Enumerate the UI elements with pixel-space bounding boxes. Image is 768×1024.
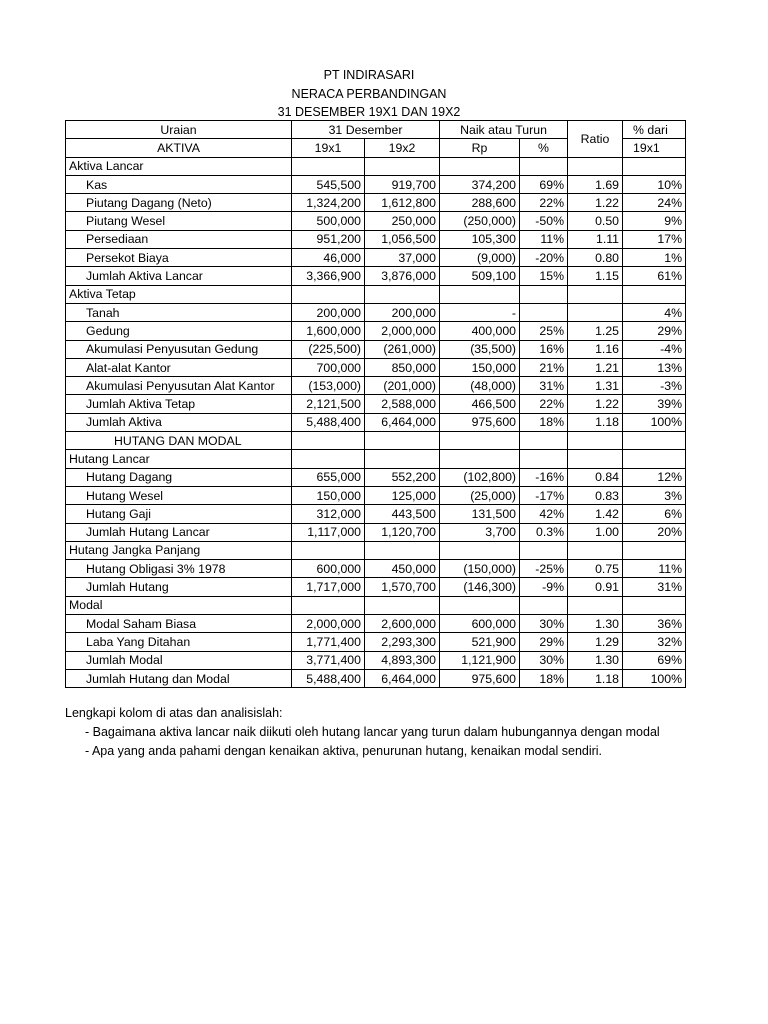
value-19x1-cell: 5,488,400 bbox=[292, 413, 365, 431]
value-19x2-cell: 1,570,700 bbox=[365, 578, 440, 596]
change-pct-cell: -17% bbox=[520, 486, 568, 504]
row-label: Modal bbox=[66, 596, 292, 614]
value-19x1-cell: 46,000 bbox=[292, 249, 365, 267]
instruction-bullet: - Apa yang anda pahami dengan kenaikan aktiva, penurunan hutang, kenaikan modal sendiri. bbox=[85, 744, 603, 758]
share-19x1-cell: 39% bbox=[623, 395, 686, 413]
value-19x1-cell: 1,324,200 bbox=[292, 194, 365, 212]
change-pct-cell: -25% bbox=[520, 560, 568, 578]
value-19x1-cell: 700,000 bbox=[292, 358, 365, 376]
value-19x1-cell: 3,771,400 bbox=[292, 651, 365, 669]
change-rp-cell: 3,700 bbox=[440, 523, 520, 541]
table-row bbox=[66, 505, 686, 523]
value-19x1-cell: 655,000 bbox=[292, 468, 365, 486]
value-19x2-cell: 1,120,700 bbox=[365, 523, 440, 541]
change-rp-cell: (9,000) bbox=[440, 249, 520, 267]
share-19x1-cell: 100% bbox=[623, 413, 686, 431]
ratio-cell: 1.15 bbox=[568, 267, 623, 285]
share-19x1-cell: -4% bbox=[623, 340, 686, 358]
change-rp-cell: 131,500 bbox=[440, 505, 520, 523]
table-row bbox=[66, 669, 686, 687]
value-19x1-cell: 2,000,000 bbox=[292, 615, 365, 633]
row-label: Laba Yang Ditahan bbox=[66, 633, 292, 651]
value-19x1-cell: 1,600,000 bbox=[292, 322, 365, 340]
change-pct-cell bbox=[520, 596, 568, 614]
share-19x1-cell: 17% bbox=[623, 230, 686, 248]
table-row bbox=[66, 358, 686, 376]
change-rp-cell: 521,900 bbox=[440, 633, 520, 651]
change-rp-cell: 374,200 bbox=[440, 175, 520, 193]
share-19x1-cell: 20% bbox=[623, 523, 686, 541]
table-row bbox=[66, 413, 686, 431]
header-19x2: 19x2 bbox=[365, 139, 440, 157]
ratio-cell bbox=[568, 541, 623, 559]
ratio-cell: 0.84 bbox=[568, 468, 623, 486]
change-pct-cell bbox=[520, 303, 568, 321]
change-rp-cell bbox=[440, 450, 520, 468]
row-label: Akumulasi Penyusutan Alat Kantor bbox=[66, 377, 292, 395]
table-row bbox=[66, 194, 686, 212]
value-19x1-cell: 500,000 bbox=[292, 212, 365, 230]
header-rp: Rp bbox=[440, 139, 520, 157]
value-19x1-cell: 5,488,400 bbox=[292, 669, 365, 687]
table-row bbox=[66, 651, 686, 669]
share-19x1-cell: 32% bbox=[623, 633, 686, 651]
table-row bbox=[66, 395, 686, 413]
ratio-cell bbox=[568, 157, 623, 175]
row-label: Jumlah Hutang Lancar bbox=[66, 523, 292, 541]
value-19x2-cell bbox=[365, 157, 440, 175]
change-pct-cell: -16% bbox=[520, 468, 568, 486]
row-label: Hutang Lancar bbox=[66, 450, 292, 468]
change-rp-cell: 975,600 bbox=[440, 669, 520, 687]
table-row bbox=[66, 285, 686, 303]
value-19x1-cell: (153,000) bbox=[292, 377, 365, 395]
table-row bbox=[66, 212, 686, 230]
balance-sheet-table bbox=[65, 120, 686, 688]
ratio-cell: 1.11 bbox=[568, 230, 623, 248]
change-rp-cell bbox=[440, 541, 520, 559]
value-19x2-cell: 37,000 bbox=[365, 249, 440, 267]
value-19x1-cell: 312,000 bbox=[292, 505, 365, 523]
value-19x2-cell: 200,000 bbox=[365, 303, 440, 321]
table-body bbox=[66, 157, 686, 688]
ratio-cell: 1.30 bbox=[568, 651, 623, 669]
change-rp-cell: 509,100 bbox=[440, 267, 520, 285]
table-row bbox=[66, 560, 686, 578]
ratio-cell bbox=[568, 596, 623, 614]
ratio-cell: 1.21 bbox=[568, 358, 623, 376]
value-19x1-cell: 150,000 bbox=[292, 486, 365, 504]
value-19x2-cell: 1,612,800 bbox=[365, 194, 440, 212]
table-row bbox=[66, 486, 686, 504]
change-rp-cell: 600,000 bbox=[440, 615, 520, 633]
row-label: Hutang Wesel bbox=[66, 486, 292, 504]
row-label: Piutang Dagang (Neto) bbox=[66, 194, 292, 212]
change-pct-cell: 0.3% bbox=[520, 523, 568, 541]
table-row bbox=[66, 633, 686, 651]
change-pct-cell: -50% bbox=[520, 212, 568, 230]
value-19x1-cell: 600,000 bbox=[292, 560, 365, 578]
value-19x1-cell: 545,500 bbox=[292, 175, 365, 193]
ratio-cell: 1.18 bbox=[568, 413, 623, 431]
row-label: Kas bbox=[66, 175, 292, 193]
change-rp-cell: (150,000) bbox=[440, 560, 520, 578]
share-19x1-cell bbox=[623, 596, 686, 614]
change-pct-cell: 15% bbox=[520, 267, 568, 285]
value-19x2-cell: 443,500 bbox=[365, 505, 440, 523]
value-19x1-cell bbox=[292, 285, 365, 303]
change-pct-cell: 22% bbox=[520, 194, 568, 212]
change-rp-cell: - bbox=[440, 303, 520, 321]
row-label: Hutang Obligasi 3% 1978 bbox=[66, 560, 292, 578]
ratio-cell: 1.18 bbox=[568, 669, 623, 687]
change-pct-cell: 31% bbox=[520, 377, 568, 395]
table-row bbox=[66, 596, 686, 614]
ratio-cell: 0.83 bbox=[568, 486, 623, 504]
value-19x1-cell bbox=[292, 450, 365, 468]
value-19x2-cell: 2,600,000 bbox=[365, 615, 440, 633]
change-rp-cell: (250,000) bbox=[440, 212, 520, 230]
value-19x1-cell: 1,117,000 bbox=[292, 523, 365, 541]
header-aktiva: AKTIVA bbox=[66, 139, 292, 157]
table-row bbox=[66, 340, 686, 358]
header-pct-of: % dari bbox=[623, 121, 686, 139]
ratio-cell: 0.80 bbox=[568, 249, 623, 267]
ratio-cell: 1.30 bbox=[568, 615, 623, 633]
change-pct-cell bbox=[520, 157, 568, 175]
row-label: Jumlah Aktiva Tetap bbox=[66, 395, 292, 413]
share-19x1-cell bbox=[623, 285, 686, 303]
change-pct-cell: 29% bbox=[520, 633, 568, 651]
change-rp-cell bbox=[440, 157, 520, 175]
table-row bbox=[66, 267, 686, 285]
row-label: Persekot Biaya bbox=[66, 249, 292, 267]
row-label: Jumlah Aktiva bbox=[66, 413, 292, 431]
change-pct-cell: -9% bbox=[520, 578, 568, 596]
change-rp-cell: (146,300) bbox=[440, 578, 520, 596]
header-19x1: 19x1 bbox=[292, 139, 365, 157]
share-19x1-cell: 24% bbox=[623, 194, 686, 212]
table-row bbox=[66, 157, 686, 175]
change-pct-cell: -20% bbox=[520, 249, 568, 267]
report-header bbox=[0, 66, 768, 122]
change-rp-cell: (102,800) bbox=[440, 468, 520, 486]
ratio-cell: 0.91 bbox=[568, 578, 623, 596]
table-row bbox=[66, 578, 686, 596]
value-19x2-cell: (261,000) bbox=[365, 340, 440, 358]
share-19x1-cell: 11% bbox=[623, 560, 686, 578]
share-19x1-cell: 69% bbox=[623, 651, 686, 669]
share-19x1-cell bbox=[623, 541, 686, 559]
instruction-bullet: - Bagaimana aktiva lancar naik diikuti oleh hutang lancar yang turun dalam hubungannya dengan modal bbox=[85, 725, 660, 739]
table-row bbox=[66, 230, 686, 248]
row-label: Hutang Gaji bbox=[66, 505, 292, 523]
value-19x1-cell: (225,500) bbox=[292, 340, 365, 358]
value-19x2-cell bbox=[365, 541, 440, 559]
value-19x2-cell: 2,293,300 bbox=[365, 633, 440, 651]
ratio-cell: 1.29 bbox=[568, 633, 623, 651]
instructions-intro: Lengkapi kolom di atas dan analisislah: bbox=[65, 706, 283, 720]
change-rp-cell: (25,000) bbox=[440, 486, 520, 504]
share-19x1-cell: -3% bbox=[623, 377, 686, 395]
header-pct: % bbox=[520, 139, 568, 157]
row-label: Hutang Jangka Panjang bbox=[66, 541, 292, 559]
row-label: Aktiva Tetap bbox=[66, 285, 292, 303]
change-rp-cell: 150,000 bbox=[440, 358, 520, 376]
value-19x2-cell: 2,588,000 bbox=[365, 395, 440, 413]
value-19x1-cell: 1,717,000 bbox=[292, 578, 365, 596]
share-19x1-cell: 12% bbox=[623, 468, 686, 486]
share-19x1-cell: 61% bbox=[623, 267, 686, 285]
row-label: HUTANG DAN MODAL bbox=[66, 432, 292, 450]
row-label: Alat-alat Kantor bbox=[66, 358, 292, 376]
ratio-cell: 1.42 bbox=[568, 505, 623, 523]
share-19x1-cell bbox=[623, 432, 686, 450]
change-pct-cell: 11% bbox=[520, 230, 568, 248]
change-rp-cell bbox=[440, 432, 520, 450]
change-rp-cell bbox=[440, 285, 520, 303]
row-label: Akumulasi Penyusutan Gedung bbox=[66, 340, 292, 358]
row-label: Jumlah Aktiva Lancar bbox=[66, 267, 292, 285]
change-pct-cell: 30% bbox=[520, 651, 568, 669]
ratio-cell: 0.75 bbox=[568, 560, 623, 578]
change-pct-cell: 16% bbox=[520, 340, 568, 358]
instructions bbox=[65, 704, 668, 761]
change-rp-cell: (48,000) bbox=[440, 377, 520, 395]
balance-sheet-table-container bbox=[65, 120, 683, 688]
value-19x1-cell: 951,200 bbox=[292, 230, 365, 248]
row-label: Persediaan bbox=[66, 230, 292, 248]
header-ratio: Ratio bbox=[568, 121, 623, 158]
share-19x1-cell: 29% bbox=[623, 322, 686, 340]
row-label: Aktiva Lancar bbox=[66, 157, 292, 175]
ratio-cell bbox=[568, 432, 623, 450]
ratio-cell bbox=[568, 303, 623, 321]
share-19x1-cell: 6% bbox=[623, 505, 686, 523]
row-label: Piutang Wesel bbox=[66, 212, 292, 230]
value-19x2-cell: 450,000 bbox=[365, 560, 440, 578]
value-19x2-cell: 2,000,000 bbox=[365, 322, 440, 340]
value-19x2-cell: 850,000 bbox=[365, 358, 440, 376]
row-label: Modal Saham Biasa bbox=[66, 615, 292, 633]
table-row bbox=[66, 541, 686, 559]
value-19x2-cell: 3,876,000 bbox=[365, 267, 440, 285]
share-19x1-cell bbox=[623, 157, 686, 175]
value-19x2-cell: (201,000) bbox=[365, 377, 440, 395]
table-row bbox=[66, 175, 686, 193]
value-19x2-cell bbox=[365, 285, 440, 303]
ratio-cell: 1.22 bbox=[568, 194, 623, 212]
change-pct-cell: 30% bbox=[520, 615, 568, 633]
header-uraian: Uraian bbox=[66, 121, 292, 139]
ratio-cell: 1.16 bbox=[568, 340, 623, 358]
company-name: PT INDIRASARI bbox=[323, 68, 415, 82]
value-19x2-cell: 6,464,000 bbox=[365, 669, 440, 687]
value-19x1-cell: 1,771,400 bbox=[292, 633, 365, 651]
change-pct-cell: 18% bbox=[520, 669, 568, 687]
change-pct-cell: 18% bbox=[520, 413, 568, 431]
ratio-cell: 1.69 bbox=[568, 175, 623, 193]
value-19x2-cell bbox=[365, 432, 440, 450]
row-label: Tanah bbox=[66, 303, 292, 321]
change-pct-cell bbox=[520, 285, 568, 303]
value-19x2-cell: 919,700 bbox=[365, 175, 440, 193]
change-pct-cell: 69% bbox=[520, 175, 568, 193]
row-label: Jumlah Hutang bbox=[66, 578, 292, 596]
ratio-cell: 1.22 bbox=[568, 395, 623, 413]
value-19x2-cell: 1,056,500 bbox=[365, 230, 440, 248]
share-19x1-cell: 1% bbox=[623, 249, 686, 267]
value-19x2-cell: 125,000 bbox=[365, 486, 440, 504]
change-rp-cell: 288,600 bbox=[440, 194, 520, 212]
value-19x1-cell bbox=[292, 541, 365, 559]
change-pct-cell bbox=[520, 432, 568, 450]
value-19x2-cell: 250,000 bbox=[365, 212, 440, 230]
change-rp-cell: 466,500 bbox=[440, 395, 520, 413]
share-19x1-cell: 13% bbox=[623, 358, 686, 376]
value-19x1-cell: 3,366,900 bbox=[292, 267, 365, 285]
share-19x1-cell: 9% bbox=[623, 212, 686, 230]
report-title: NERACA PERBANDINGAN bbox=[291, 86, 447, 101]
table-row bbox=[66, 249, 686, 267]
value-19x1-cell bbox=[292, 596, 365, 614]
ratio-cell: 1.00 bbox=[568, 523, 623, 541]
row-label: Jumlah Hutang dan Modal bbox=[66, 669, 292, 687]
change-rp-cell: 400,000 bbox=[440, 322, 520, 340]
change-pct-cell: 22% bbox=[520, 395, 568, 413]
ratio-cell bbox=[568, 450, 623, 468]
change-pct-cell bbox=[520, 541, 568, 559]
change-pct-cell: 21% bbox=[520, 358, 568, 376]
header-pct-19x1: 19x1 bbox=[623, 139, 686, 157]
row-label: Gedung bbox=[66, 322, 292, 340]
value-19x2-cell: 6,464,000 bbox=[365, 413, 440, 431]
share-19x1-cell: 3% bbox=[623, 486, 686, 504]
ratio-cell: 1.31 bbox=[568, 377, 623, 395]
table-row bbox=[66, 615, 686, 633]
share-19x1-cell: 100% bbox=[623, 669, 686, 687]
value-19x2-cell: 4,893,300 bbox=[365, 651, 440, 669]
header-period: 31 Desember bbox=[292, 121, 440, 139]
ratio-cell: 1.25 bbox=[568, 322, 623, 340]
report-date: 31 DESEMBER 19X1 DAN 19X2 bbox=[277, 105, 461, 119]
share-19x1-cell: 10% bbox=[623, 175, 686, 193]
table-row bbox=[66, 377, 686, 395]
value-19x2-cell: 552,200 bbox=[365, 468, 440, 486]
change-rp-cell: 975,600 bbox=[440, 413, 520, 431]
share-19x1-cell: 36% bbox=[623, 615, 686, 633]
table-row bbox=[66, 523, 686, 541]
share-19x1-cell: 31% bbox=[623, 578, 686, 596]
share-19x1-cell: 4% bbox=[623, 303, 686, 321]
value-19x1-cell bbox=[292, 157, 365, 175]
table-row bbox=[66, 468, 686, 486]
table-row bbox=[66, 303, 686, 321]
row-label: Jumlah Modal bbox=[66, 651, 292, 669]
value-19x1-cell: 200,000 bbox=[292, 303, 365, 321]
change-rp-cell bbox=[440, 596, 520, 614]
change-pct-cell: 42% bbox=[520, 505, 568, 523]
change-pct-cell bbox=[520, 450, 568, 468]
header-change: Naik atau Turun bbox=[440, 121, 568, 139]
change-rp-cell: (35,500) bbox=[440, 340, 520, 358]
change-rp-cell: 105,300 bbox=[440, 230, 520, 248]
table-row bbox=[66, 450, 686, 468]
value-19x1-cell bbox=[292, 432, 365, 450]
value-19x1-cell: 2,121,500 bbox=[292, 395, 365, 413]
table-row bbox=[66, 322, 686, 340]
change-pct-cell: 25% bbox=[520, 322, 568, 340]
ratio-cell: 0.50 bbox=[568, 212, 623, 230]
header-row-1 bbox=[66, 121, 686, 139]
value-19x2-cell bbox=[365, 450, 440, 468]
change-rp-cell: 1,121,900 bbox=[440, 651, 520, 669]
table-row bbox=[66, 432, 686, 450]
row-label: Hutang Dagang bbox=[66, 468, 292, 486]
value-19x2-cell bbox=[365, 596, 440, 614]
ratio-cell bbox=[568, 285, 623, 303]
share-19x1-cell bbox=[623, 450, 686, 468]
